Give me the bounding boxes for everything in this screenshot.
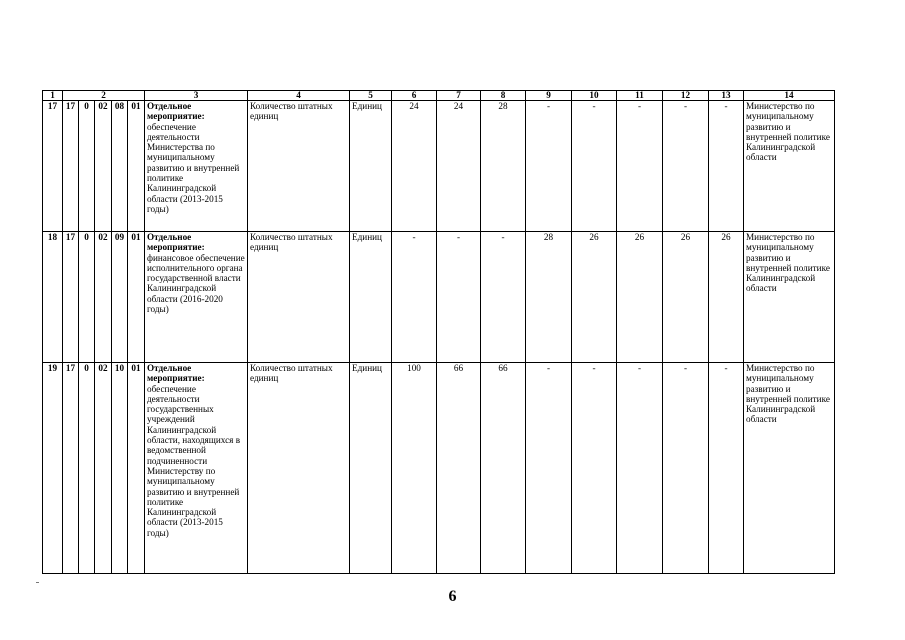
value-cell: - xyxy=(709,363,744,574)
activity-title: Отдельное мероприятие: xyxy=(147,232,205,253)
value-cell: 26 xyxy=(709,232,744,363)
code-cell: 01 xyxy=(128,232,145,363)
activity-description: обеспечение деятельности государственных учреждений Калининградской области, находящихся в ведомственной подчиненности Министерству по муниципальному развитию и внутренней политике Калининградской области (2013-2015 годы) xyxy=(147,383,241,538)
header-cell: 7 xyxy=(437,91,481,101)
header-cell: 13 xyxy=(709,91,744,101)
header-cell: 2 xyxy=(63,91,145,101)
activity-cell xyxy=(145,363,248,574)
header-cell: 9 xyxy=(526,91,572,101)
code-cell: 17 xyxy=(63,101,79,232)
table-row xyxy=(43,232,835,363)
indicator-cell: Количество штатных единиц xyxy=(248,232,350,363)
code-cell: 10 xyxy=(112,363,128,574)
code-cell: 17 xyxy=(43,101,63,232)
activity-cell xyxy=(145,101,248,232)
value-cell: 66 xyxy=(481,363,526,574)
header-cell: 1 xyxy=(43,91,63,101)
activity-title: Отдельное мероприятие: xyxy=(147,363,205,384)
responsible-cell: Министерство по муниципальному развитию и внутренней политике Калининградской области xyxy=(744,232,835,363)
code-cell: 02 xyxy=(95,101,112,232)
header-cell: 11 xyxy=(617,91,663,101)
code-cell: 18 xyxy=(43,232,63,363)
value-cell: 26 xyxy=(617,232,663,363)
code-cell: 08 xyxy=(112,101,128,232)
value-cell: 24 xyxy=(392,101,437,232)
value-cell: 100 xyxy=(392,363,437,574)
value-cell: - xyxy=(663,101,709,232)
code-cell: 02 xyxy=(95,232,112,363)
value-cell: - xyxy=(572,363,617,574)
value-cell: 24 xyxy=(437,101,481,232)
value-cell: 26 xyxy=(572,232,617,363)
unit-cell: Единиц xyxy=(350,232,392,363)
header-cell: 6 xyxy=(392,91,437,101)
table-row xyxy=(43,101,835,232)
code-cell: 17 xyxy=(63,363,79,574)
code-cell: 0 xyxy=(79,101,95,232)
header-cell: 8 xyxy=(481,91,526,101)
code-cell: 17 xyxy=(63,232,79,363)
header-cell: 5 xyxy=(350,91,392,101)
value-cell: 28 xyxy=(526,232,572,363)
header-cell: 10 xyxy=(572,91,617,101)
indicator-cell: Количество штатных единиц xyxy=(248,101,350,232)
value-cell: - xyxy=(526,363,572,574)
program-table xyxy=(42,90,835,574)
value-cell: - xyxy=(437,232,481,363)
code-cell: 0 xyxy=(79,232,95,363)
header-cell: 12 xyxy=(663,91,709,101)
code-cell: 01 xyxy=(128,101,145,232)
code-cell: 0 xyxy=(79,363,95,574)
header-cell: 3 xyxy=(145,91,248,101)
value-cell: - xyxy=(709,101,744,232)
activity-description: обеспечение деятельности Министерства по муниципальному развитию и внутренней политике Калининградской области (2013-2015 годы) xyxy=(147,121,240,214)
value-cell: - xyxy=(526,101,572,232)
header-cell: 4 xyxy=(248,91,350,101)
unit-cell: Единиц xyxy=(350,101,392,232)
value-cell: - xyxy=(481,232,526,363)
responsible-cell: Министерство по муниципальному развитию и внутренней политике Калининградской области xyxy=(744,363,835,574)
code-cell: 19 xyxy=(43,363,63,574)
code-cell: 01 xyxy=(128,363,145,574)
scan-mark xyxy=(36,582,39,583)
table-header-row xyxy=(43,91,835,101)
code-cell: 02 xyxy=(95,363,112,574)
value-cell: 26 xyxy=(663,232,709,363)
value-cell: - xyxy=(663,363,709,574)
activity-description: финансовое обеспечение исполнительного органа государственной власти Калининградской области (2016-2020 годы) xyxy=(147,252,245,315)
header-cell: 14 xyxy=(744,91,835,101)
value-cell: - xyxy=(617,101,663,232)
indicator-cell: Количество штатных единиц xyxy=(248,363,350,574)
activity-cell xyxy=(145,232,248,363)
value-cell: - xyxy=(392,232,437,363)
activity-title: Отдельное мероприятие: xyxy=(147,101,205,122)
unit-cell: Единиц xyxy=(350,363,392,574)
responsible-cell: Министерство по муниципальному развитию и внутренней политике Калининградской области xyxy=(744,101,835,232)
value-cell: - xyxy=(617,363,663,574)
value-cell: 66 xyxy=(437,363,481,574)
value-cell: 28 xyxy=(481,101,526,232)
table-row xyxy=(43,363,835,574)
page-number: 6 xyxy=(448,588,457,605)
code-cell: 09 xyxy=(112,232,128,363)
value-cell: - xyxy=(572,101,617,232)
